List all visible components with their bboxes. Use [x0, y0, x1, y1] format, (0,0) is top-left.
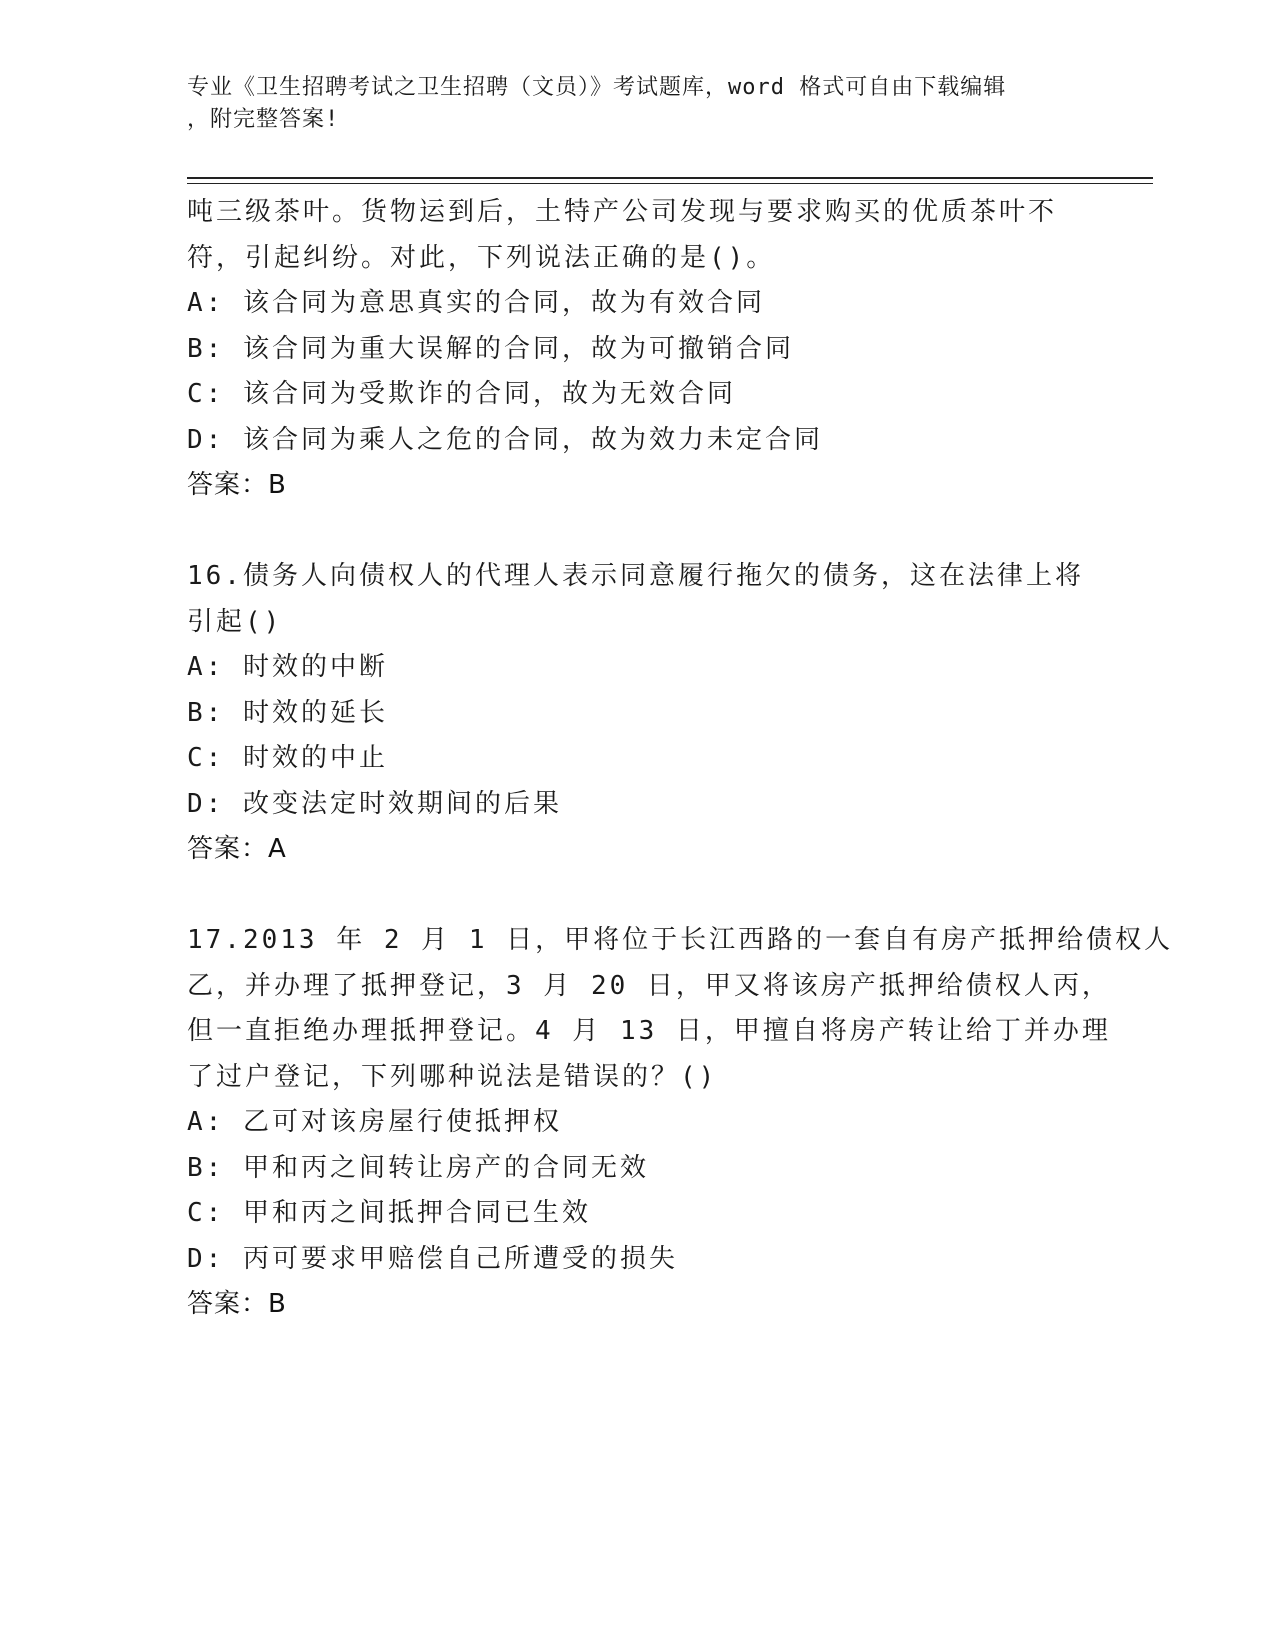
- question-spacer: [187, 509, 1087, 555]
- option-c: C: 时效的中止: [187, 743, 388, 773]
- option-a: A: 该合同为意思真实的合同，故为有效合同: [187, 288, 765, 318]
- option-d: D: 丙可要求甲赔偿自己所遭受的损失: [187, 1243, 678, 1274]
- question-stem-line: 但一直拒绝办理抵押登记。4 月 13 日，甲擅自将房产转让给丁并办理: [187, 1016, 1111, 1046]
- option-a: A: 乙可对该房屋行使抵押权: [187, 1107, 562, 1137]
- answer-line: 答案：B: [187, 1289, 287, 1319]
- question-stem-line: 乙，并办理了抵押登记，3 月 20 日，甲又将该房产抵押给债权人丙，: [187, 970, 1111, 1001]
- option-a: A: 时效的中断: [187, 652, 388, 682]
- option-c: C: 甲和丙之间抵押合同已生效: [187, 1198, 591, 1228]
- question-stem-line: 符，引起纠纷。对此，下列说法正确的是()。: [187, 242, 776, 273]
- option-d: D: 该合同为乘人之危的合同，故为效力未定合同: [187, 424, 823, 455]
- option-b: B: 时效的延长: [187, 697, 388, 728]
- question-list: [187, 190, 1174, 1328]
- option-b: B: 该合同为重大误解的合同，故为可撤销合同: [187, 333, 794, 364]
- option-b: B: 甲和丙之间转让房产的合同无效: [187, 1152, 649, 1183]
- header-divider-thin: [187, 183, 1153, 184]
- question-16: [187, 554, 1087, 873]
- question-17: [187, 918, 1174, 1328]
- option-c: C: 该合同为受欺诈的合同，故为无效合同: [187, 379, 736, 409]
- question-stem-line: 17.2013 年 2 月 1 日，甲将位于长江西路的一套自有房产抵押给债权人: [187, 925, 1174, 955]
- question-spacer: [187, 873, 1087, 919]
- page-header: [187, 72, 1067, 136]
- question-stem-line: 引起(): [187, 606, 283, 637]
- question-stem-line: 吨三级茶叶。货物运到后，土特产公司发现与要求购买的优质茶叶不: [187, 197, 1058, 227]
- question-15: [187, 190, 1087, 509]
- answer-line: 答案：A: [187, 834, 287, 864]
- question-stem-line: 了过户登记，下列哪种说法是错误的？(): [187, 1061, 718, 1092]
- answer-line: 答案：B: [187, 470, 287, 500]
- option-d: D: 改变法定时效期间的后果: [187, 788, 562, 819]
- header-line-1: 专业《卫生招聘考试之卫生招聘（文员）》考试题库，word 格式可自由下载编辑: [187, 75, 1007, 100]
- header-divider-thick: [187, 177, 1153, 179]
- question-stem-line: 16.债务人向债权人的代理人表示同意履行拖欠的债务，这在法律上将: [187, 561, 1084, 591]
- header-line-2: ，附完整答案!: [187, 107, 340, 132]
